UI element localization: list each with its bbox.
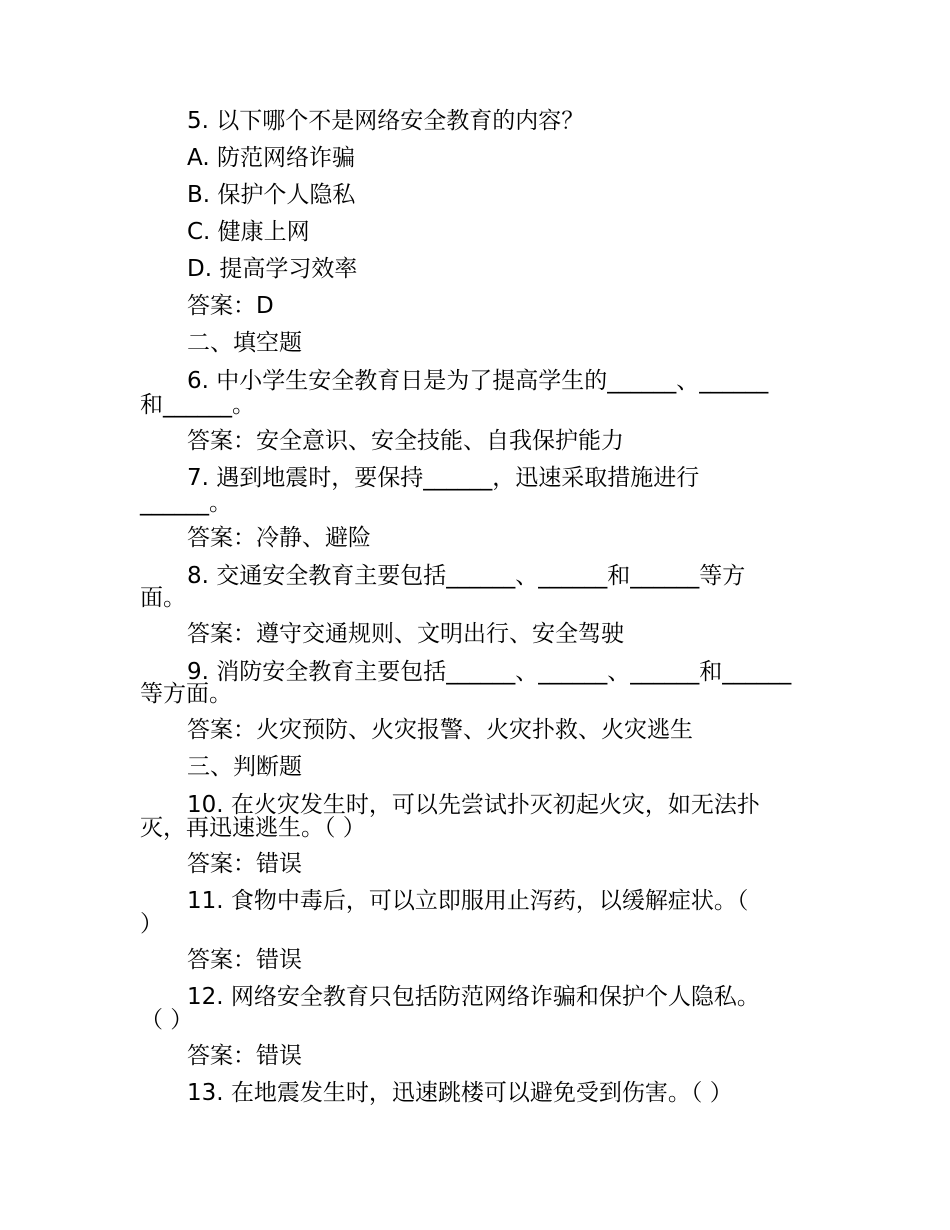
question-12-continued: （ ） bbox=[140, 1007, 194, 1033]
question-6-continued: 和______。 bbox=[140, 392, 255, 418]
question-13: 13. 在地震发生时，迅速跳楼可以避免受到伤害。（ ） bbox=[187, 1080, 733, 1106]
question-8-continued: 面。 bbox=[140, 585, 186, 611]
question-5: 5. 以下哪个不是网络安全教育的内容？ bbox=[187, 108, 585, 134]
answer-7: 答案：冷静、避险 bbox=[187, 525, 371, 551]
answer-8: 答案：遵守交通规则、文明出行、安全驾驶 bbox=[187, 621, 624, 647]
question-12: 12. 网络安全教育只包括防范网络诈骗和保护个人隐私。 bbox=[187, 984, 760, 1010]
question-11-continued: ） bbox=[140, 911, 163, 937]
answer-6: 答案：安全意识、安全技能、自我保护能力 bbox=[187, 428, 624, 454]
option-d: D. 提高学习效率 bbox=[187, 256, 358, 282]
option-b: B. 保护个人隐私 bbox=[187, 182, 356, 208]
question-6: 6. 中小学生安全教育日是为了提高学生的______、______ bbox=[187, 368, 769, 394]
question-10: 10. 在火灾发生时，可以先尝试扑灭初起火灾，如无法扑 bbox=[187, 792, 760, 818]
option-a: A. 防范网络诈骗 bbox=[187, 145, 355, 171]
question-11: 11. 食物中毒后，可以立即服用止泻药，以缓解症状。（ bbox=[187, 888, 749, 914]
question-7-continued: ______。 bbox=[140, 490, 232, 516]
answer-9: 答案：火灾预防、火灾报警、火灾扑救、火灾逃生 bbox=[187, 717, 693, 743]
question-9: 9. 消防安全教育主要包括______、______、______和______ bbox=[187, 659, 792, 685]
question-9-continued: 等方面。 bbox=[140, 681, 232, 707]
question-8: 8. 交通安全教育主要包括______、______和______等方 bbox=[187, 563, 746, 589]
question-10-continued: 灭，再迅速逃生。（ ） bbox=[140, 815, 366, 841]
section-fill-in-blank: 二、填空题 bbox=[187, 330, 302, 356]
answer-12: 答案：错误 bbox=[187, 1043, 302, 1069]
option-c: C. 健康上网 bbox=[187, 219, 310, 245]
answer-5: 答案：D bbox=[187, 293, 274, 319]
answer-10: 答案：错误 bbox=[187, 851, 302, 877]
question-7: 7. 遇到地震时，要保持______，迅速采取措施进行 bbox=[187, 465, 700, 491]
section-true-false: 三、判断题 bbox=[187, 754, 302, 780]
answer-11: 答案：错误 bbox=[187, 947, 302, 973]
